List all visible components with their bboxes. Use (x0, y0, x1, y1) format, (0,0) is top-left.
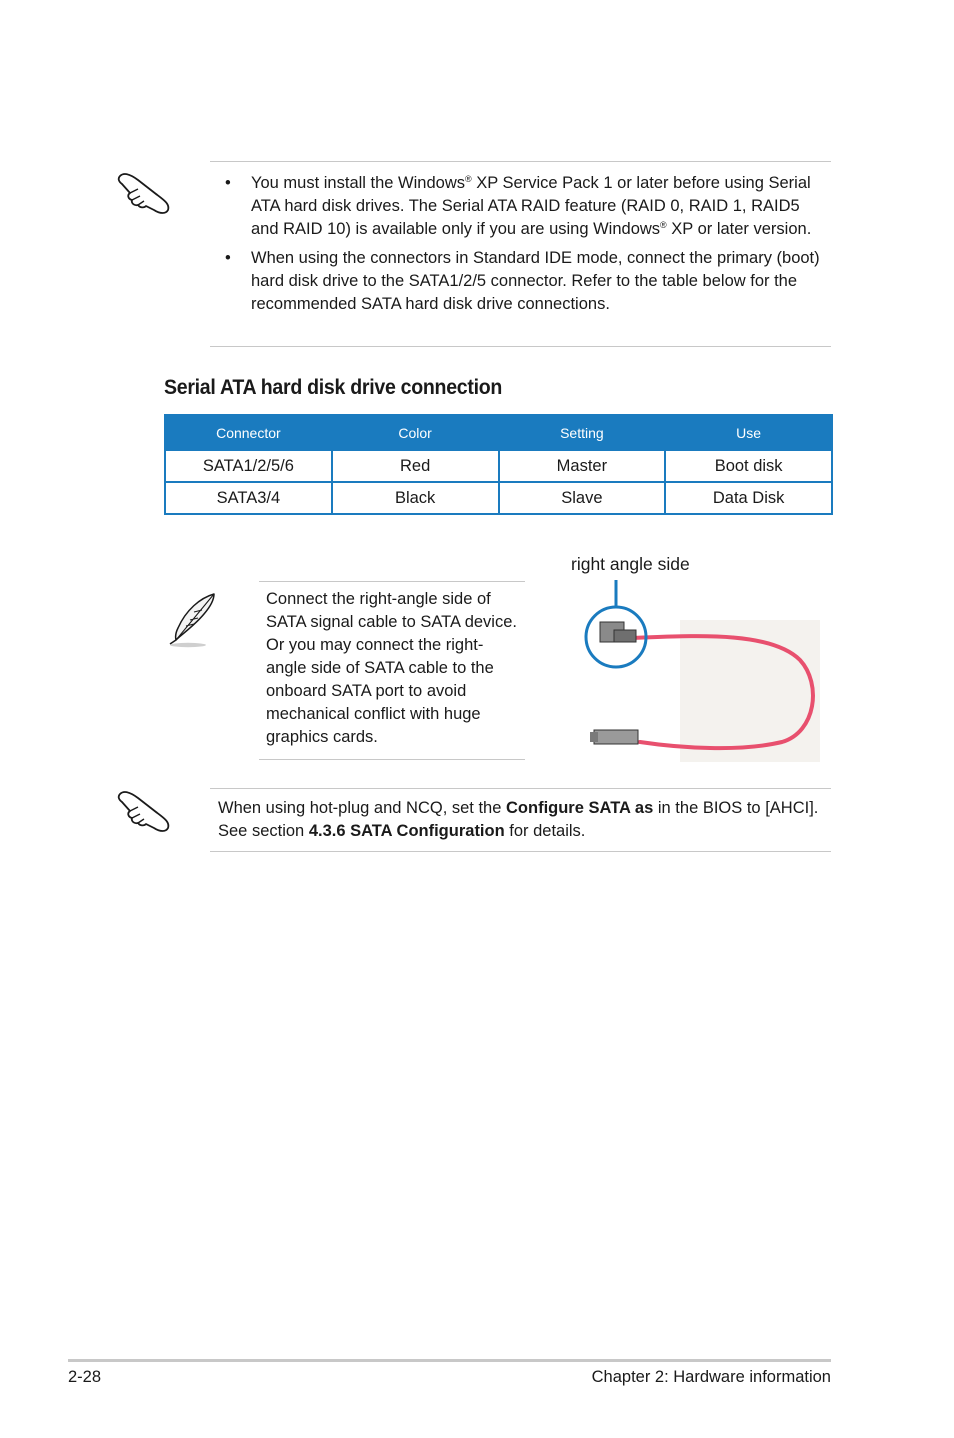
note-important-1 (210, 161, 831, 347)
table-cell: Master (499, 450, 666, 482)
footer-divider (68, 1359, 831, 1362)
page-number: 2-28 (68, 1368, 102, 1386)
sata-connection-table (164, 414, 833, 515)
table-row (165, 450, 832, 482)
registered-mark: ® (465, 174, 472, 184)
bullet-text: XP Service Pack 1 or later before using Serial ATA hard disk drives. The Serial ATA RAID feature (RAID 0, RAID 1, RAID5 and RAID 10) is available only if you are using Windows (251, 174, 811, 238)
table-cell: Red (332, 450, 499, 482)
table-cell: SATA3/4 (165, 482, 332, 514)
table-cell: Data Disk (665, 482, 832, 514)
bullet-text: You must install the Windows (251, 174, 465, 192)
section-reference: 4.3.6 SATA Configuration (308, 822, 505, 840)
note-tip (259, 581, 525, 760)
note-text (210, 789, 831, 843)
sata-cable-illustration (560, 580, 820, 762)
table-cell: Boot disk (665, 450, 832, 482)
table-cell: SATA1/2/5/6 (165, 450, 332, 482)
note-text-part: in the BIOS to [AHCI]. See section (218, 799, 819, 840)
note-text-part: When using hot-plug and NCQ, set the (218, 799, 506, 817)
registered-mark: ® (660, 220, 667, 230)
feather-pen-icon (164, 590, 220, 650)
figure-caption: right angle side (571, 554, 690, 574)
list-item (210, 172, 831, 241)
table-header: Connector (165, 415, 332, 450)
bullet-text: When using the connectors in Standard IDE mode, connect the primary (boot) hard disk drive to the SATA1/2/5 connector. Refer to the table below for the recommended SATA hard disk drive connections. (251, 249, 820, 313)
table-cell: Black (332, 482, 499, 514)
bullet-symbol: • (225, 174, 231, 192)
table-header: Setting (499, 415, 666, 450)
hand-icon (116, 786, 174, 834)
note-important-2 (210, 788, 831, 852)
bullet-text: XP or later version. (666, 220, 812, 238)
table-cell: Slave (499, 482, 666, 514)
table-header: Color (332, 415, 499, 450)
table-header-row (165, 415, 832, 450)
note-text-part: for details. (504, 822, 586, 840)
bios-option-name: Configure SATA as (506, 799, 654, 817)
hand-icon (116, 168, 174, 216)
section-title: Serial ATA hard disk drive connection (164, 376, 503, 399)
list-item (210, 247, 831, 316)
table-row (165, 482, 832, 514)
bullet-symbol: • (225, 249, 231, 267)
table-header: Use (665, 415, 832, 450)
chapter-title: Chapter 2: Hardware information (591, 1368, 831, 1386)
note-text: Connect the right-angle side of SATA signal cable to SATA device. Or you may connect the right-angle side of SATA cable to the onboard SATA port to avoid mechanical conflict with huge graphics cards. (266, 590, 517, 746)
